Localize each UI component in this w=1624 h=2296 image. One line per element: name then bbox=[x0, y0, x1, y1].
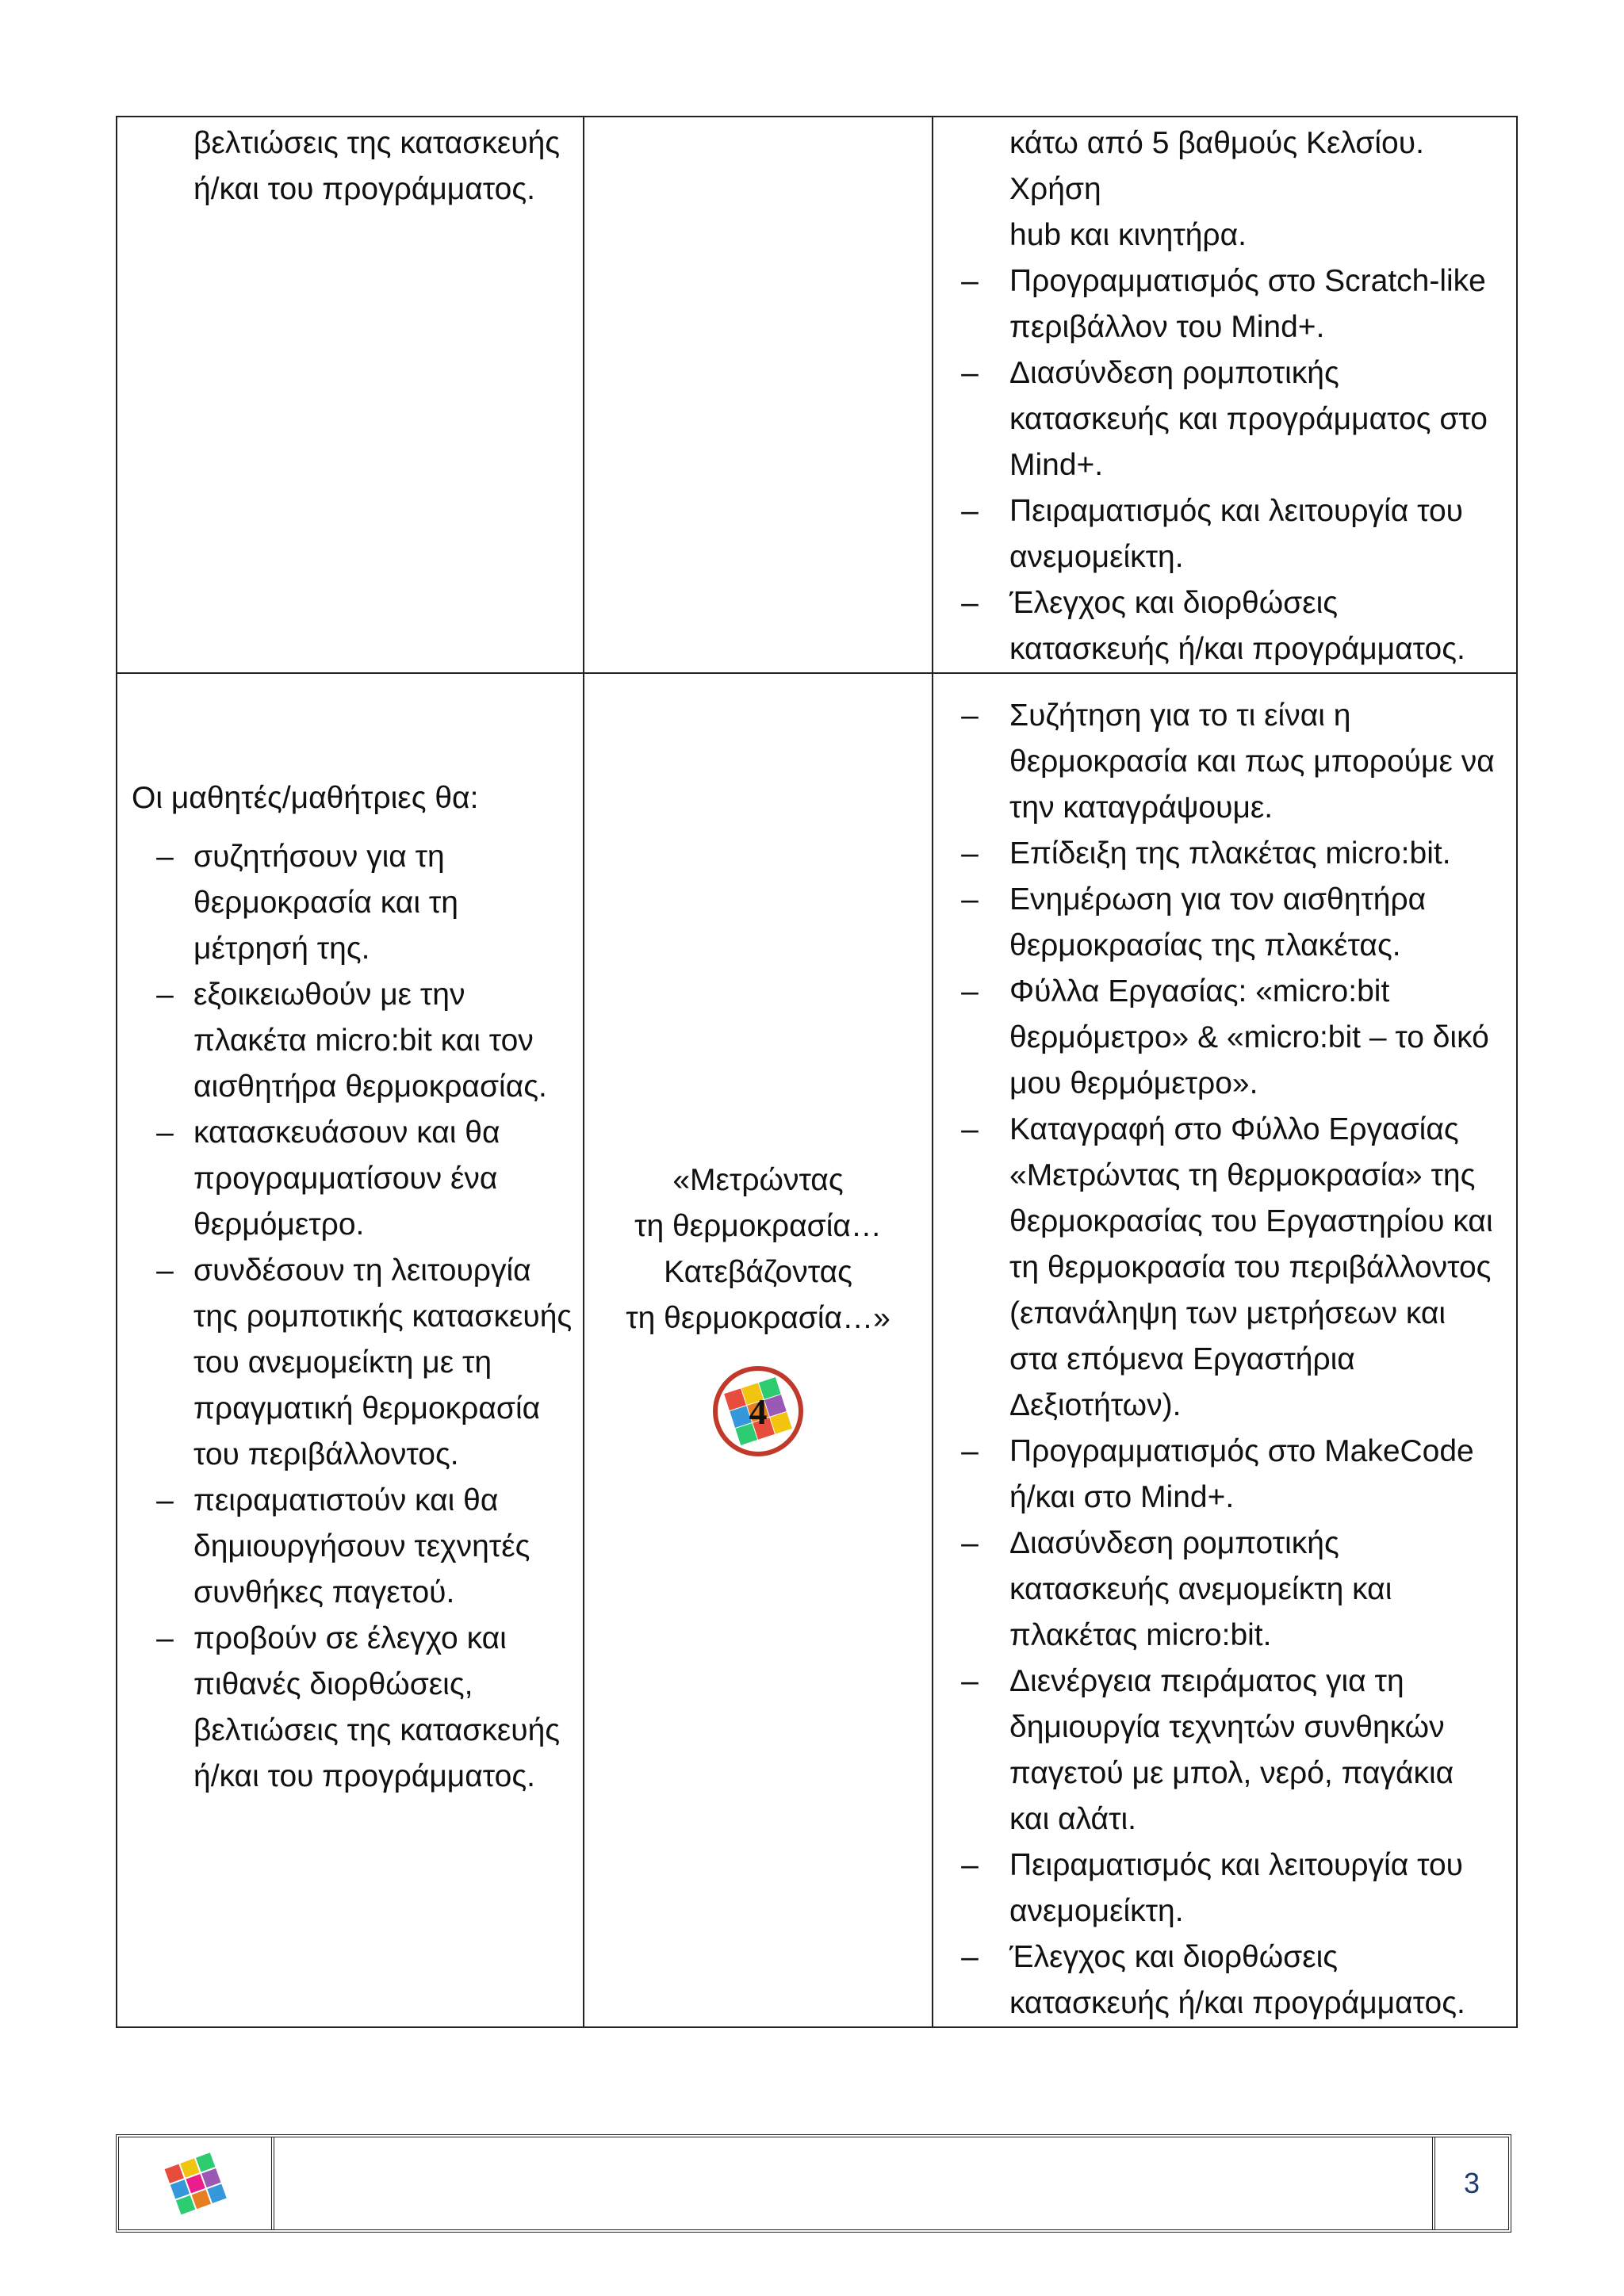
list-item: – κατασκευάσουν και θα προγραμματίσουν ένα θερμόμετρο. bbox=[156, 1115, 500, 1242]
list-item: – Προγραμματισμός στο MakeCode ή/και στο Mind+. bbox=[961, 1434, 1474, 1514]
list-item: – συζητήσουν για τη θερμοκρασία και τη μέτρησή της. bbox=[156, 840, 458, 966]
list-item: – Επίδειξη της πλακέτας micro:bit. bbox=[961, 836, 1451, 871]
title-cell bbox=[584, 673, 933, 2027]
text-line: hub και κινητήρα. bbox=[1009, 218, 1247, 252]
activity-title bbox=[584, 674, 932, 1457]
title-line: Κατεβάζοντας bbox=[664, 1255, 852, 1289]
rubik-cube-icon bbox=[712, 1365, 804, 1457]
activities-cell bbox=[933, 673, 1517, 2027]
list-item: – προβούν σε έλεγχο και πιθανές διορθώσεις, βελτιώσεις της κατασκευής ή/και του προγράμματος. bbox=[156, 1621, 561, 1793]
title-cell bbox=[584, 117, 933, 673]
list-item: – Καταγραφή στο Φύλλο Εργασίας «Μετρώντας τη θερμοκρασία» της θερμοκρασίας του Εργαστηρίου και τη θερμοκρασία του περιβάλλοντος (επανάληψη των μετρήσεων και στα επόμενα Εργαστήρια Δεξιοτήτων). bbox=[961, 1112, 1493, 1422]
objectives-intro: Οι μαθητές/μαθήτριες θα: bbox=[132, 781, 479, 815]
list-item: – Πειραματισμός και λειτουργία του ανεμομείκτη. bbox=[961, 494, 1463, 574]
title-line: τη θερμοκρασία… bbox=[634, 1209, 882, 1243]
list-item: – Συζήτηση για το τι είναι η θερμοκρασία και πως μπορούμε να την καταγράψουμε. bbox=[961, 698, 1495, 825]
page-footer bbox=[116, 2134, 1511, 2233]
list-item: – Έλεγχος και διορθώσεις κατασκευής ή/και προγράμματος. bbox=[961, 586, 1465, 666]
objectives-continuation bbox=[117, 117, 583, 212]
list-item: – Διασύνδεση ρομποτικής κατασκευής και προγράμματος στο Mind+. bbox=[961, 356, 1488, 482]
table-row bbox=[117, 673, 1517, 2027]
list-item: – πειραματιστούν και θα δημιουργήσουν τεχνητές συνθήκες παγετού. bbox=[156, 1483, 530, 1609]
list-item: – Έλεγχος και διορθώσεις κατασκευής ή/και προγράμματος. bbox=[961, 1940, 1465, 2020]
footer-center bbox=[278, 2137, 1435, 2229]
objectives-list bbox=[117, 834, 583, 1800]
page-number: 3 bbox=[1463, 2167, 1480, 2199]
text-line: βελτιώσεις της κατασκευής bbox=[193, 126, 561, 160]
activity-table bbox=[116, 116, 1518, 2028]
list-item: – Ενημέρωση για τον αισθητήρα θερμοκρασίας της πλακέτας. bbox=[961, 882, 1427, 962]
list-item: – Προγραμματισμός στο Scratch-like περιβάλλον του Mind+. bbox=[961, 264, 1486, 344]
activities-continuation bbox=[933, 117, 1516, 258]
workshop-number-badge bbox=[712, 1365, 804, 1457]
list-item: – Πειραματισμός και λειτουργία του ανεμομείκτη. bbox=[961, 1848, 1463, 1928]
activities-cell bbox=[933, 117, 1517, 673]
svg-text:4: 4 bbox=[749, 1391, 768, 1432]
text-line: ή/και του προγράμματος. bbox=[193, 172, 535, 206]
rubik-cube-icon bbox=[160, 2149, 230, 2218]
list-item: – Διενέργεια πειράματος για τη δημιουργία τεχνητών συνθηκών παγετού με μπολ, νερό, παγάκια και αλάτι. bbox=[961, 1664, 1454, 1836]
activities-list bbox=[933, 674, 1516, 2026]
objectives-cell bbox=[117, 117, 584, 673]
list-item: – εξοικειωθούν με την πλακέτα micro:bit και τον αισθητήρα θερμοκρασίας. bbox=[156, 978, 547, 1104]
title-line: τη θερμοκρασία…» bbox=[626, 1301, 891, 1335]
text-line: κάτω από 5 βαθμούς Κελσίου. Χρήση bbox=[1009, 126, 1424, 206]
table-row bbox=[117, 117, 1517, 673]
list-item: – Διασύνδεση ρομποτικής κατασκευής ανεμομείκτη και πλακέτας micro:bit. bbox=[961, 1526, 1392, 1652]
title-line: «Μετρώντας bbox=[672, 1163, 844, 1197]
footer-logo bbox=[119, 2137, 274, 2229]
list-item: – Φύλλα Εργασίας: «micro:bit θερμόμετρο» & «micro:bit – το δικό μου θερμόμετρο». bbox=[961, 974, 1489, 1100]
activities-list bbox=[933, 258, 1516, 672]
objectives-cell bbox=[117, 673, 584, 2027]
list-item: – συνδέσουν τη λειτουργία της ρομποτικής κατασκευής του ανεμομείκτη με τη πραγματική θερμοκρασία του περιβάλλοντος. bbox=[156, 1253, 573, 1471]
